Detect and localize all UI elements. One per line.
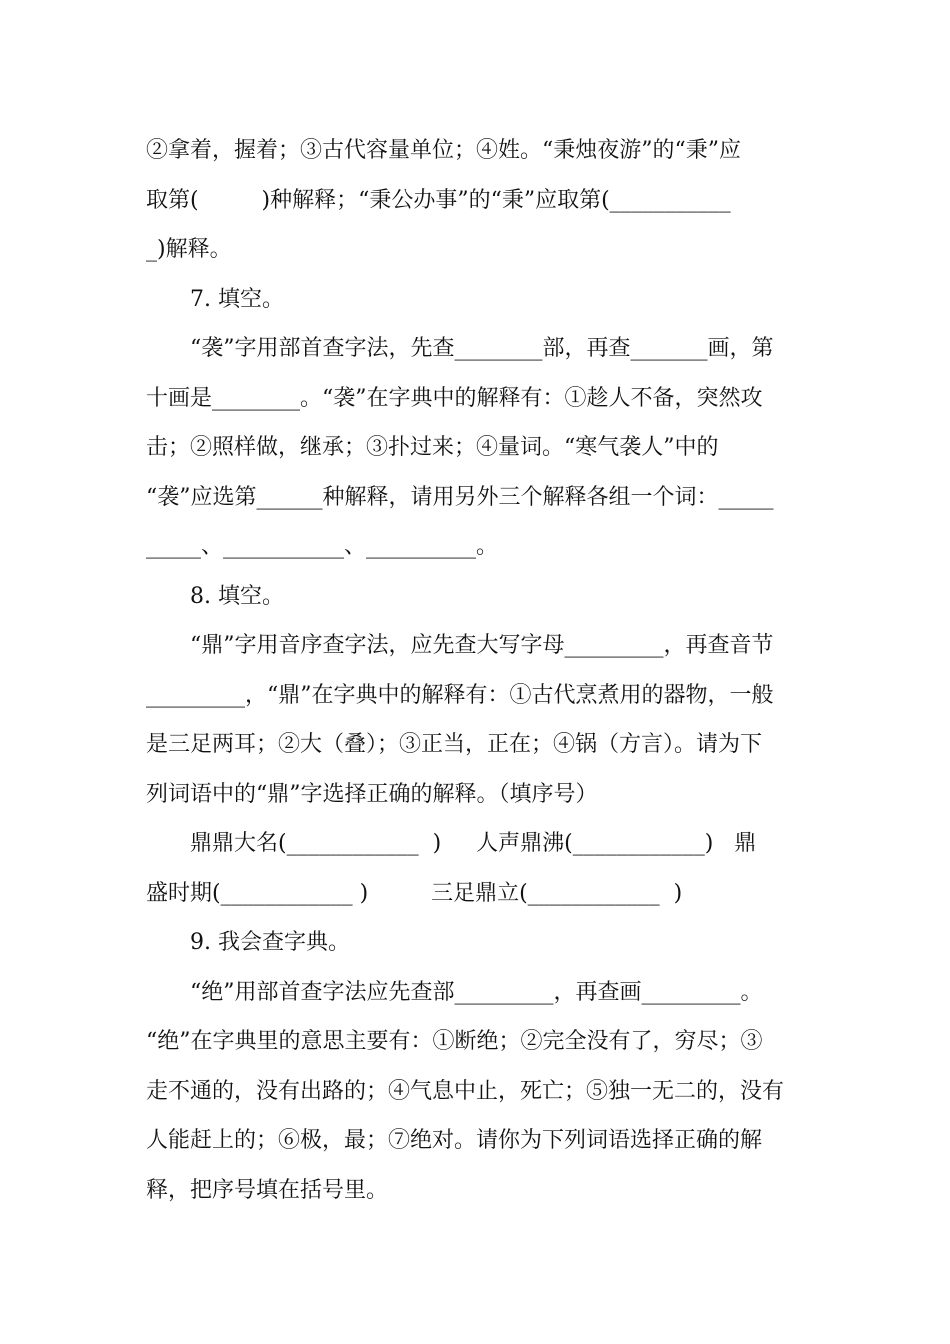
- q8-line-5: 鼎鼎大名(____________ ) 人声鼎沸(____________) 鼎: [190, 831, 757, 856]
- q9-line-2: “绝”在字典里的意思主要有：①断绝；②完全没有了，穷尽；③: [146, 1029, 763, 1054]
- q9-line-4: 人能赶上的；⑥极，最；⑦绝对。请你为下列词语选择正确的解: [146, 1128, 763, 1153]
- q9-line-5: 释，把序号填在括号里。: [146, 1177, 389, 1203]
- q7-line-3: 击；②照样做，继承；③扑过来；④量词。“寒气袭人”中的: [146, 435, 719, 460]
- q6-line-2: 取第( )种解释；“秉公办事”的“秉”应取第(___________: [146, 187, 731, 213]
- q7-line-5: _____、___________、__________。: [146, 534, 499, 559]
- q9-line-3: 走不通的，没有出路的；④气息中止，死亡；⑤独一无二的，没有: [146, 1078, 785, 1104]
- q8-line-6: 盛时期(____________ ) 三足鼎立(____________ ): [146, 880, 683, 906]
- q7-heading: 7. 填空。: [190, 286, 284, 312]
- q9-heading: 9. 我会查字典。: [190, 930, 350, 955]
- q8-line-1: “鼎”字用音序查字法，应先查大写字母_________，再查音节: [190, 633, 774, 658]
- q8-line-3: 是三足两耳；②大（叠）；③正当，正在；④锅（方言）。请为下: [146, 732, 763, 757]
- q8-line-4: 列词语中的“鼎”字选择正确的解释。（填序号）: [146, 781, 598, 807]
- q7-line-4: “袭”应选第______种解释，请用另外三个解释各组一个词：_____: [146, 484, 774, 510]
- q6-line-1: ②拿着，握着；③古代容量单位；④姓。“秉烛夜游”的“秉”应: [146, 138, 741, 163]
- q6-line-3: _)解释。: [146, 237, 232, 262]
- q9-line-1: “绝”用部首查字法应先查部_________，再查画_________。: [190, 979, 763, 1005]
- q7-line-1: “袭”字用部首查字法，先查________部，再查_______画，第: [190, 336, 774, 361]
- document-page: [146, 126, 806, 1215]
- q8-line-2: _________，“鼎”在字典中的解释有：①古代烹煮用的器物，一般: [146, 682, 774, 708]
- q7-line-2: 十画是________。“袭”在字典中的解释有：①趁人不备，突然攻: [146, 385, 763, 411]
- q8-heading: 8. 填空。: [190, 583, 284, 609]
